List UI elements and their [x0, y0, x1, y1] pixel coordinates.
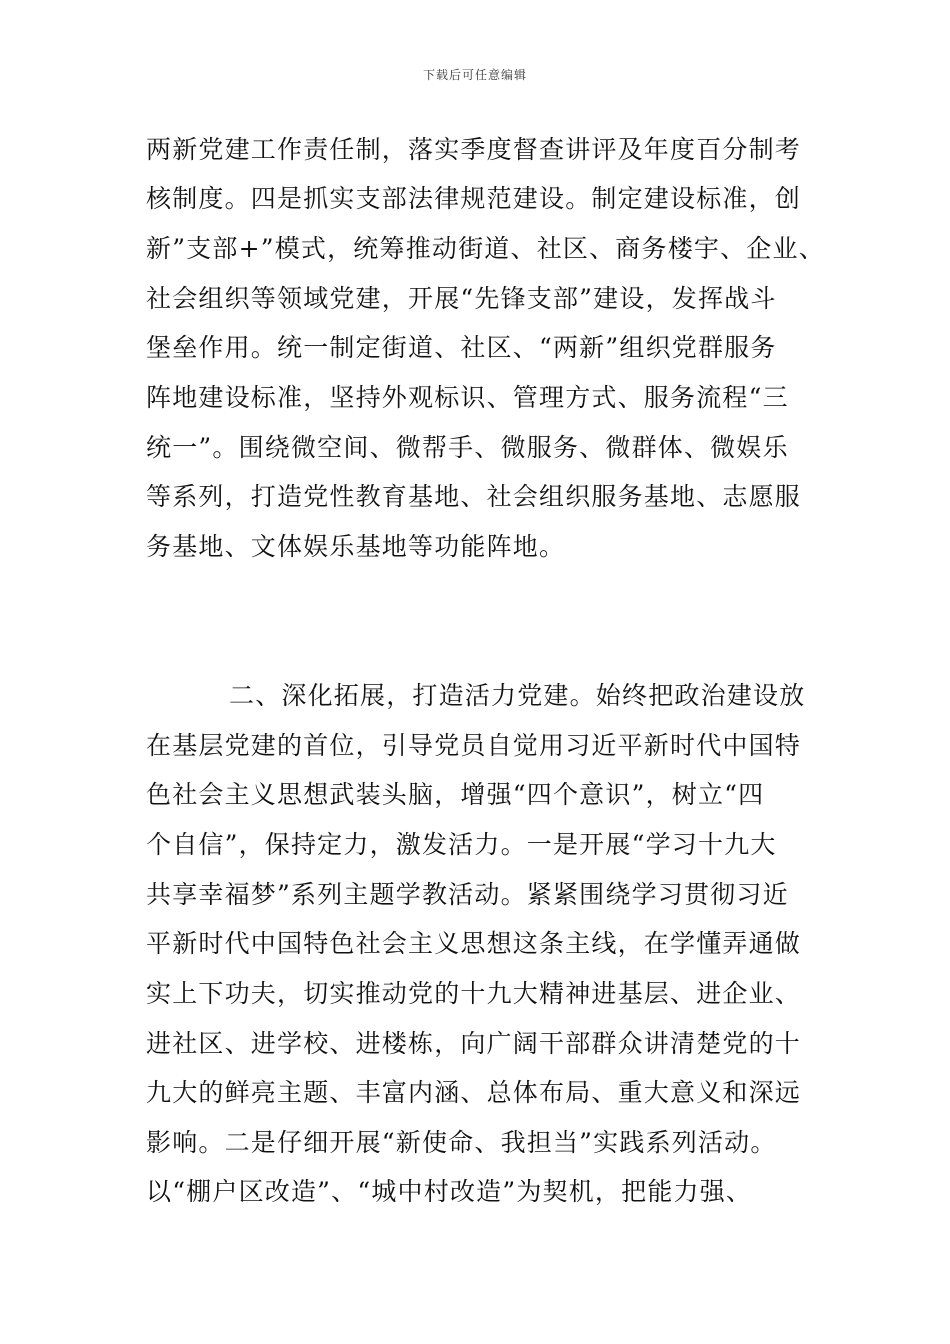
paragraph-2-line: 个自信”，保持定力，激发活力。一是开展“学习十九大	[146, 830, 777, 859]
paragraph-1-line: 新”支部+”模式，统筹推动街道、社区、商务楼宇、企业、	[146, 234, 825, 263]
paragraph-1-line: 核制度。四是抓实支部法律规范建设。制定建设标准，创	[146, 184, 802, 213]
paragraph-2-line: 平新时代中国特色社会主义思想这条主线，在学懂弄通做	[146, 929, 802, 958]
paragraph-2-line: 九大的鲜亮主题、丰富内涵、总体布局、重大意义和深远	[146, 1078, 802, 1107]
paragraph-1-line: 堡垒作用。统一制定街道、社区、“两新”组织党群服务	[146, 333, 777, 362]
paragraph-2-line: 共享幸福梦”系列主题学教活动。紧紧围绕学习贯彻习近	[146, 880, 789, 909]
paragraph-2-line: 在基层党建的首位，引导党员自觉用习近平新时代中国特	[146, 731, 802, 760]
paragraph-1-line: 阵地建设标准，坚持外观标识、管理方式、服务流程“三	[146, 383, 789, 412]
paragraph-1-line: 等系列，打造党性教育基地、社会组织服务基地、志愿服	[146, 482, 802, 511]
paragraph-2-line: 色社会主义思想武装头脑，增强“四个意识”，树立“四	[146, 780, 765, 809]
paragraph-1-line: 统一”。围绕微空间、微帮手、微服务、微群体、微娱乐	[146, 433, 789, 462]
paragraph-2-line: 影响。二是仔细开展“新使命、我担当”实践系列活动。	[146, 1128, 777, 1157]
paragraph-1-line: 社会组织等领域党建，开展“先锋支部”建设，发挥战斗	[146, 284, 777, 313]
page-header-note: 下载后可任意编辑	[422, 68, 527, 82]
paragraph-1-line: 务基地、文体娱乐基地等功能阵地。	[146, 532, 566, 561]
paragraph-1-line: 两新党建工作责任制，落实季度督查讲评及年度百分制考	[146, 135, 802, 164]
paragraph-2-line: 实上下功夫，切实推动党的十九大精神进基层、进企业、	[146, 979, 802, 1008]
paragraph-2-first-line: 二、深化拓展，打造活力党建。始终把政治建设放	[229, 681, 806, 710]
paragraph-2-line: 进社区、进学校、进楼栋，向广阔干部群众讲清楚党的十	[146, 1029, 802, 1058]
paragraph-2-line: 以“棚户区改造”、“城中村改造”为契机，把能力强、	[146, 1177, 753, 1206]
